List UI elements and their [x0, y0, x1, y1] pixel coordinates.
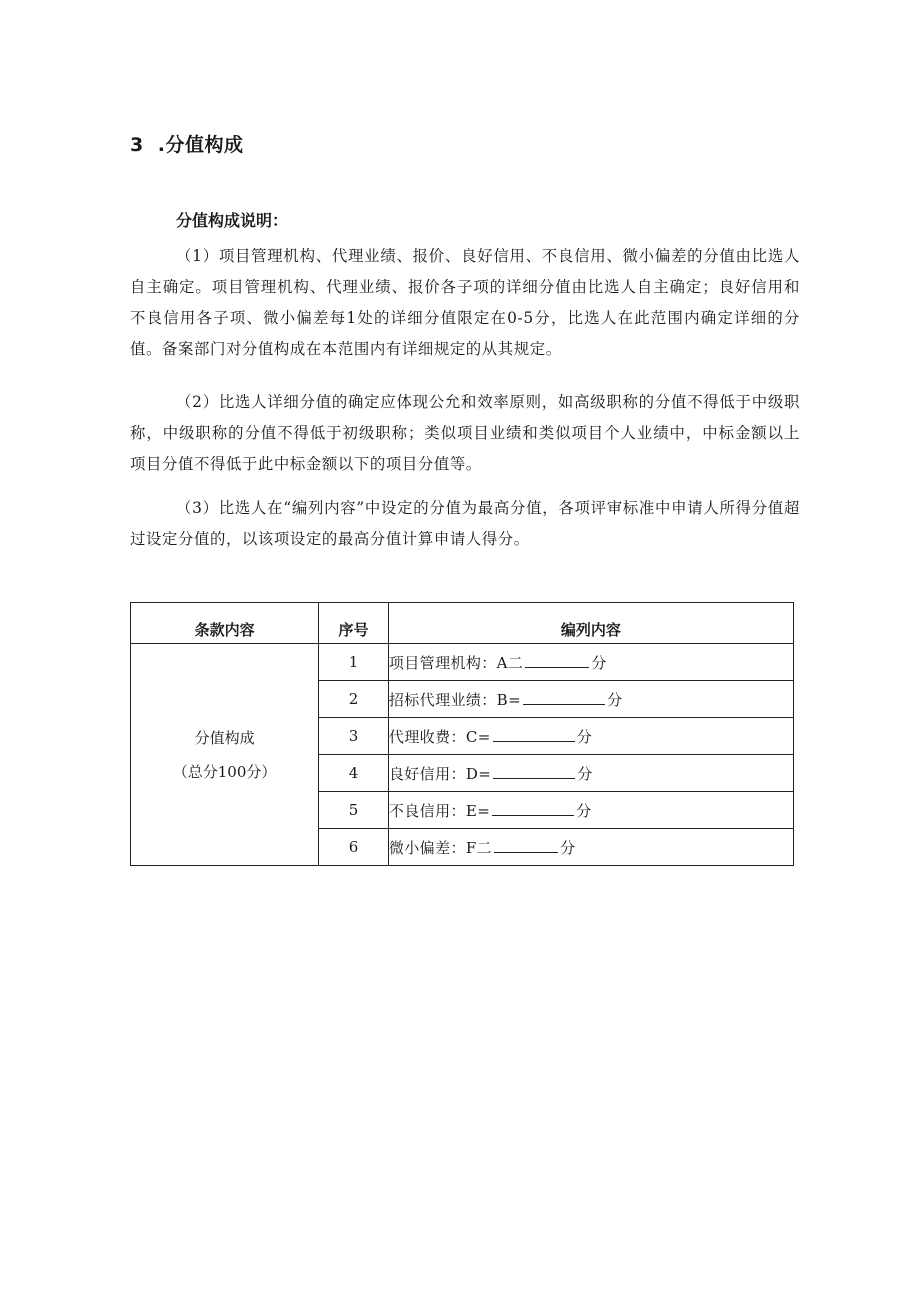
content-unit: 分	[560, 838, 576, 857]
section-number: 3	[130, 134, 144, 156]
section-title: .分值构成	[157, 134, 244, 156]
content-label: 良好信用：D=	[388, 764, 492, 783]
score-composition-table	[130, 602, 794, 866]
seq-cell: 4	[319, 755, 389, 792]
seq-cell: 3	[319, 718, 389, 755]
header-clause: 条款内容	[131, 603, 319, 644]
fill-blank	[492, 801, 574, 816]
content-label: 代理收费：C=	[388, 727, 491, 746]
seq-cell: 1	[319, 644, 389, 681]
fill-blank	[525, 653, 589, 668]
content-cell	[388, 718, 793, 755]
content-label: 不良信用：E=	[388, 801, 491, 820]
content-unit: 分	[576, 801, 592, 820]
explanation-paragraph-1: （1）项目管理机构、代理业绩、报价、良好信用、不良信用、微小偏差的分值由比选人自主确定。项目管理机构、代理业绩、报价各子项的详细分值由比选人自主确定；良好信用和不良信用各子项、微小偏差每1处的详细分值限定在0-5分，比选人在此范围内确定详细的分值。备案部门对分值构成在本范围内有详细规定的从其规定。	[130, 247, 800, 358]
explanation-heading: 分值构成说明：	[176, 211, 289, 230]
seq-cell: 5	[319, 792, 389, 829]
clause-cell	[131, 644, 319, 866]
content-unit: 分	[577, 764, 593, 783]
content-unit: 分	[607, 690, 623, 709]
fill-blank	[493, 764, 575, 779]
content-label: 微小偏差：F二	[388, 838, 493, 857]
clause-note: （总分100分）	[172, 762, 277, 781]
content-label: 项目管理机构：A二	[388, 653, 524, 672]
header-seq: 序号	[319, 603, 389, 644]
fill-blank	[493, 727, 575, 742]
fill-blank	[523, 690, 605, 705]
table-row	[131, 644, 794, 681]
header-content: 编列内容	[388, 603, 793, 644]
explanation-paragraph-3: （3）比选人在“编列内容”中设定的分值为最高分值，各项评审标准中申请人所得分值超过设定分值的，以该项设定的最高分值计算申请人得分。	[130, 499, 800, 548]
fill-blank	[494, 838, 558, 853]
clause-name: 分值构成	[194, 728, 255, 747]
content-cell	[388, 681, 793, 718]
content-cell	[388, 792, 793, 829]
content-cell	[388, 829, 793, 866]
section-heading	[130, 130, 243, 157]
content-label: 招标代理业绩：B=	[388, 690, 522, 709]
content-unit: 分	[591, 653, 607, 672]
explanation-paragraph-2: （2）比选人详细分值的确定应体现公允和效率原则，如高级职称的分值不得低于中级职称，中级职称的分值不得低于初级职称；类似项目业绩和类似项目个人业绩中，中标金额以上项目分值不得低于此中标金额以下的项目分值等。	[130, 393, 800, 473]
content-unit: 分	[576, 727, 593, 746]
content-cell	[388, 644, 793, 681]
seq-cell: 6	[319, 829, 389, 866]
seq-cell: 2	[319, 681, 389, 718]
content-cell	[388, 755, 793, 792]
table-header-row	[131, 603, 794, 644]
